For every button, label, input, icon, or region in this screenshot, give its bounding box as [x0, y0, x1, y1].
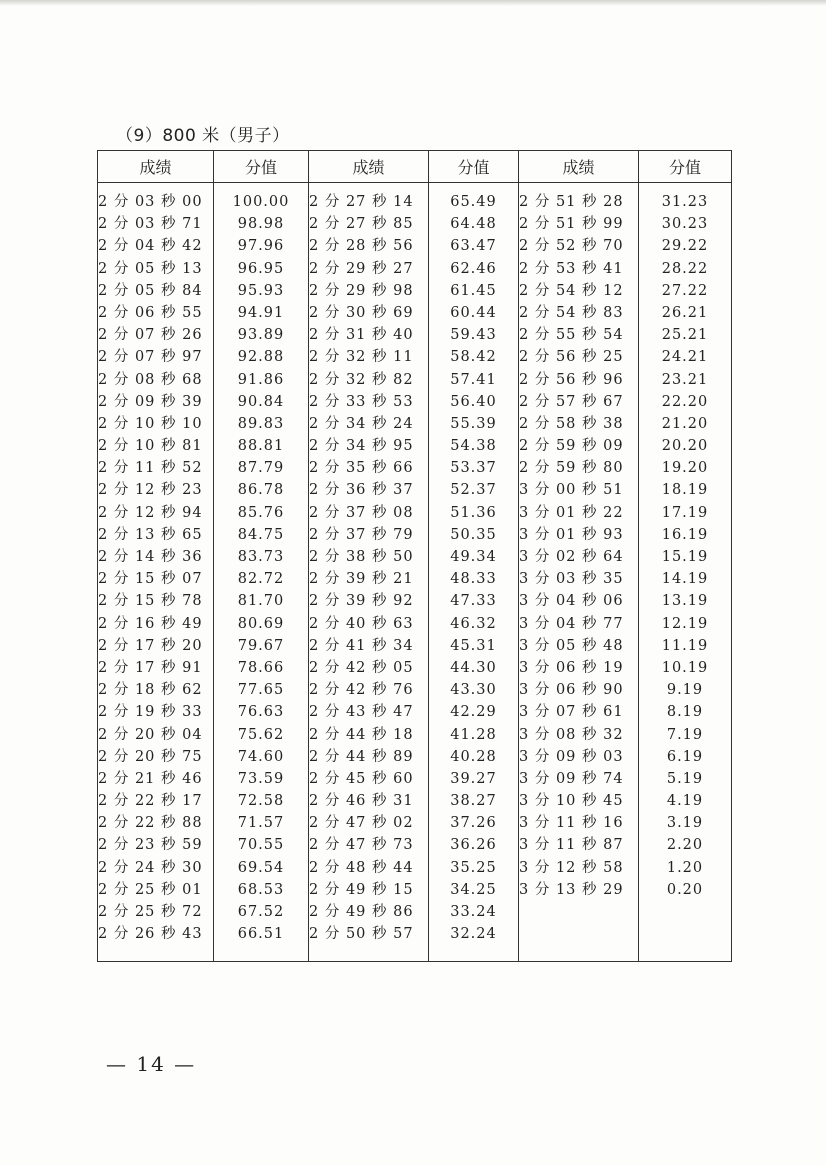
score-cell: 4.19	[666, 793, 704, 810]
time-cell: 2 分 35 秒 66	[309, 460, 414, 477]
score-cell: 93.89	[237, 327, 285, 344]
score-cell: 51.36	[450, 504, 497, 521]
score-cell: 49.34	[450, 549, 497, 565]
score-cell: 46.32	[450, 615, 497, 632]
score-cell: 9.19	[666, 682, 704, 699]
score-cell: 57.41	[450, 371, 497, 388]
section-title: （9）800 米（男子）	[116, 126, 290, 146]
score-cell: 92.88	[237, 349, 285, 366]
time-cell: 2 分 31 秒 40	[309, 327, 414, 344]
score-cell: 48.33	[450, 571, 497, 588]
score-cell: 39.27	[450, 770, 497, 787]
score-cell: 40.28	[450, 748, 497, 765]
time-cell: 2 分 28 秒 56	[309, 238, 414, 255]
time-cell: 2 分 46 秒 31	[309, 793, 414, 810]
score-cell: 26.21	[661, 304, 709, 321]
time-cell: 2 分 11 秒 52	[98, 460, 203, 477]
score-cell: 50.35	[450, 526, 497, 543]
score-cell: 16.19	[661, 526, 709, 543]
score-cell: 70.55	[237, 837, 285, 854]
score-cell: 8.19	[666, 704, 704, 721]
score-cell: 21.20	[661, 415, 709, 432]
time-cell: 2 分 47 秒 02	[309, 815, 414, 832]
time-cell: 2 分 52 秒 70	[519, 238, 624, 255]
score-cell: 73.59	[237, 770, 285, 787]
score-cell: 2.20	[666, 837, 704, 854]
time-cell: 2 分 38 秒 50	[309, 549, 414, 565]
score-cell: 56.40	[450, 393, 497, 410]
score-cell: 30.23	[661, 216, 709, 233]
time-cell: 2 分 21 秒 46	[98, 770, 203, 787]
time-cell: 2 分 36 秒 37	[309, 482, 414, 499]
score-cell: 23.21	[661, 371, 709, 388]
score-cell: 81.70	[237, 593, 285, 610]
time-cell: 2 分 51 秒 28	[519, 194, 624, 210]
time-cell: 2 分 50 秒 57	[309, 926, 414, 943]
time-cell: 2 分 40 秒 63	[309, 615, 414, 632]
score-cell: 72.58	[237, 793, 285, 810]
time-cell: 3 分 09 秒 03	[519, 748, 624, 765]
score-cell: 79.67	[237, 637, 285, 654]
score-cell: 41.28	[450, 726, 497, 743]
time-cell: 3 分 07 秒 61	[519, 704, 624, 721]
time-cell: 2 分 18 秒 62	[98, 682, 203, 699]
score-cell: 91.86	[237, 371, 285, 388]
score-cell: 62.46	[450, 260, 497, 277]
time-cell: 2 分 37 秒 79	[309, 526, 414, 543]
score-cell: 96.95	[237, 260, 285, 277]
time-cell: 2 分 20 秒 04	[98, 726, 203, 743]
time-cell: 3 分 11 秒 16	[519, 815, 624, 832]
score-cell: 5.19	[666, 770, 704, 787]
score-cell: 10.19	[661, 659, 709, 676]
score-cell: 68.53	[237, 881, 285, 898]
time-cell: 2 分 53 秒 41	[519, 260, 624, 277]
time-cell: 3 分 11 秒 87	[519, 837, 624, 854]
time-cell: 2 分 27 秒 14	[309, 194, 414, 210]
score-cell: 28.22	[661, 260, 709, 277]
score-column-3	[639, 183, 732, 962]
time-cell: 2 分 27 秒 85	[309, 216, 414, 233]
time-column-1	[98, 183, 214, 962]
time-cell: 2 分 47 秒 73	[309, 837, 414, 854]
score-cell: 24.21	[661, 349, 709, 366]
score-cell: 78.66	[237, 659, 285, 676]
time-cell: 2 分 49 秒 15	[309, 881, 414, 898]
time-cell: 2 分 08 秒 68	[98, 371, 203, 388]
time-cell: 2 分 54 秒 12	[519, 282, 624, 299]
table-body-row	[98, 183, 732, 962]
score-cell: 47.33	[450, 593, 497, 610]
time-cell: 3 分 05 秒 48	[519, 637, 624, 654]
score-cell: 32.24	[450, 926, 497, 943]
score-table	[97, 150, 732, 962]
score-cell: 84.75	[237, 526, 285, 543]
score-cell: 29.22	[661, 238, 709, 255]
time-cell: 2 分 10 秒 81	[98, 438, 203, 455]
time-cell: 2 分 57 秒 67	[519, 393, 624, 410]
score-cell: 27.22	[661, 282, 709, 299]
time-cell: 2 分 56 秒 96	[519, 371, 624, 388]
time-column-3	[519, 183, 639, 962]
time-cell: 2 分 15 秒 78	[98, 593, 203, 610]
score-cell: 11.19	[661, 637, 709, 654]
page-number: — 14 —	[106, 1052, 197, 1076]
time-cell: 2 分 17 秒 91	[98, 659, 203, 676]
score-cell: 31.23	[661, 194, 709, 210]
score-cell: 3.19	[666, 815, 704, 832]
score-cell: 85.76	[237, 504, 285, 521]
time-cell: 2 分 48 秒 44	[309, 859, 414, 876]
score-cell: 12.19	[661, 615, 709, 632]
time-cell: 2 分 23 秒 59	[98, 837, 203, 854]
time-cell: 2 分 59 秒 80	[519, 460, 624, 477]
time-cell: 3 分 09 秒 74	[519, 770, 624, 787]
time-cell: 2 分 17 秒 20	[98, 637, 203, 654]
score-cell: 0.20	[666, 881, 704, 898]
score-cell: 94.91	[237, 304, 285, 321]
time-cell: 3 分 06 秒 90	[519, 682, 624, 699]
time-cell: 3 分 01 秒 22	[519, 504, 624, 521]
time-cell: 2 分 32 秒 11	[309, 349, 414, 366]
score-cell: 43.30	[450, 682, 497, 699]
time-cell: 2 分 14 秒 36	[98, 549, 203, 565]
time-cell: 2 分 39 秒 92	[309, 593, 414, 610]
score-cell: 55.39	[450, 415, 497, 432]
time-cell: 3 分 10 秒 45	[519, 793, 624, 810]
time-cell: 3 分 00 秒 51	[519, 482, 624, 499]
time-cell: 2 分 03 秒 71	[98, 216, 203, 233]
score-cell: 58.42	[450, 349, 497, 366]
score-cell: 71.57	[237, 815, 285, 832]
time-cell: 2 分 10 秒 10	[98, 415, 203, 432]
time-cell: 2 分 42 秒 05	[309, 659, 414, 676]
score-cell: 86.78	[237, 482, 285, 499]
header-time-1: 成绩	[98, 151, 214, 183]
time-cell: 2 分 49 秒 86	[309, 904, 414, 920]
score-cell: 95.93	[237, 282, 285, 299]
time-cell: 2 分 13 秒 65	[98, 526, 203, 543]
time-cell: 2 分 29 秒 98	[309, 282, 414, 299]
score-cell: 18.19	[661, 482, 709, 499]
score-cell: 61.45	[450, 282, 497, 299]
time-cell: 2 分 25 秒 72	[98, 904, 203, 920]
time-cell: 3 分 01 秒 93	[519, 526, 624, 543]
time-cell: 2 分 42 秒 76	[309, 682, 414, 699]
time-cell: 2 分 37 秒 08	[309, 504, 414, 521]
time-cell: 2 分 03 秒 00	[98, 194, 203, 210]
time-cell: 2 分 56 秒 25	[519, 349, 624, 366]
score-cell: 14.19	[661, 571, 709, 588]
time-cell: 2 分 29 秒 27	[309, 260, 414, 277]
header-score-3: 分值	[639, 151, 732, 183]
time-cell: 2 分 15 秒 07	[98, 571, 203, 588]
time-cell: 2 分 44 秒 89	[309, 748, 414, 765]
time-cell: 2 分 41 秒 34	[309, 637, 414, 654]
score-cell: 66.51	[237, 926, 285, 943]
score-cell: 97.96	[237, 238, 285, 255]
score-cell: 83.73	[237, 549, 285, 565]
score-cell: 89.83	[237, 415, 285, 432]
score-cell: 88.81	[237, 438, 285, 455]
time-cell: 2 分 32 秒 82	[309, 371, 414, 388]
time-column-2	[309, 183, 429, 962]
score-cell: 98.98	[237, 216, 285, 233]
time-cell: 2 分 04 秒 42	[98, 238, 203, 255]
score-cell: 1.20	[666, 859, 704, 876]
score-cell: 15.19	[661, 549, 709, 565]
score-cell: 100.00	[232, 194, 290, 210]
score-cell: 64.48	[450, 216, 497, 233]
score-cell: 77.65	[237, 682, 285, 699]
score-cell: 33.24	[450, 904, 497, 920]
score-column-2	[429, 183, 519, 962]
time-cell: 3 分 12 秒 58	[519, 859, 624, 876]
score-cell: 7.19	[666, 726, 704, 743]
time-cell: 2 分 07 秒 97	[98, 349, 203, 366]
time-cell: 2 分 59 秒 09	[519, 438, 624, 455]
time-cell: 2 分 44 秒 18	[309, 726, 414, 743]
score-cell: 35.25	[450, 859, 497, 876]
score-cell: 74.60	[237, 748, 285, 765]
score-cell: 13.19	[661, 593, 709, 610]
score-cell: 20.20	[661, 438, 709, 455]
score-cell: 53.37	[450, 460, 497, 477]
score-cell: 45.31	[450, 637, 497, 654]
score-cell: 36.26	[450, 837, 497, 854]
time-cell: 2 分 05 秒 13	[98, 260, 203, 277]
score-cell: 63.47	[450, 238, 497, 255]
time-cell: 2 分 12 秒 94	[98, 504, 203, 521]
time-cell: 2 分 25 秒 01	[98, 881, 203, 898]
score-cell: 37.26	[450, 815, 497, 832]
time-cell: 2 分 45 秒 60	[309, 770, 414, 787]
time-cell: 2 分 43 秒 47	[309, 704, 414, 721]
score-cell: 6.19	[666, 748, 704, 765]
time-cell: 2 分 20 秒 75	[98, 748, 203, 765]
time-cell: 2 分 07 秒 26	[98, 327, 203, 344]
score-cell: 17.19	[661, 504, 709, 521]
score-cell: 69.54	[237, 859, 285, 876]
header-time-2: 成绩	[309, 151, 429, 183]
score-cell: 87.79	[237, 460, 285, 477]
time-cell: 2 分 33 秒 53	[309, 393, 414, 410]
time-cell: 3 分 03 秒 35	[519, 571, 624, 588]
time-cell: 2 分 26 秒 43	[98, 926, 203, 943]
time-cell: 3 分 02 秒 64	[519, 549, 624, 565]
score-cell: 76.63	[237, 704, 285, 721]
header-time-3: 成绩	[519, 151, 639, 183]
score-cell: 34.25	[450, 881, 497, 898]
time-cell: 2 分 12 秒 23	[98, 482, 203, 499]
score-cell: 67.52	[237, 904, 285, 920]
score-cell: 52.37	[450, 482, 497, 499]
time-cell: 2 分 06 秒 55	[98, 304, 203, 321]
time-cell: 2 分 54 秒 83	[519, 304, 624, 321]
time-cell: 2 分 22 秒 17	[98, 793, 203, 810]
score-cell: 22.20	[661, 393, 709, 410]
score-cell: 42.29	[450, 704, 497, 721]
time-cell: 2 分 16 秒 49	[98, 615, 203, 632]
score-cell: 59.43	[450, 327, 497, 344]
scan-edge	[0, 0, 826, 6]
time-cell: 2 分 34 秒 24	[309, 415, 414, 432]
time-cell: 3 分 04 秒 06	[519, 593, 624, 610]
time-cell: 2 分 58 秒 38	[519, 415, 624, 432]
time-cell: 2 分 05 秒 84	[98, 282, 203, 299]
score-cell: 60.44	[450, 304, 497, 321]
time-cell: 3 分 08 秒 32	[519, 726, 624, 743]
time-cell: 3 分 13 秒 29	[519, 881, 624, 898]
score-cell: 44.30	[450, 659, 497, 676]
time-cell: 3 分 06 秒 19	[519, 659, 624, 676]
score-cell: 19.20	[661, 460, 709, 477]
score-cell: 54.38	[450, 438, 497, 455]
score-cell: 25.21	[661, 327, 709, 344]
time-cell: 2 分 55 秒 54	[519, 327, 624, 344]
time-cell: 2 分 34 秒 95	[309, 438, 414, 455]
score-cell: 75.62	[237, 726, 285, 743]
time-cell: 3 分 04 秒 77	[519, 615, 624, 632]
score-cell: 65.49	[450, 194, 497, 210]
time-cell: 2 分 22 秒 88	[98, 815, 203, 832]
time-cell: 2 分 24 秒 30	[98, 859, 203, 876]
time-cell: 2 分 19 秒 33	[98, 704, 203, 721]
score-column-1	[214, 183, 309, 962]
time-cell: 2 分 51 秒 99	[519, 216, 624, 233]
score-cell: 82.72	[237, 571, 285, 588]
time-cell: 2 分 09 秒 39	[98, 393, 203, 410]
header-score-2: 分值	[429, 151, 519, 183]
time-cell: 2 分 30 秒 69	[309, 304, 414, 321]
header-score-1: 分值	[214, 151, 309, 183]
score-cell: 38.27	[450, 793, 497, 810]
table-header-row	[98, 151, 732, 183]
score-cell: 90.84	[237, 393, 285, 410]
time-cell: 2 分 39 秒 21	[309, 571, 414, 588]
score-cell: 80.69	[237, 615, 285, 632]
